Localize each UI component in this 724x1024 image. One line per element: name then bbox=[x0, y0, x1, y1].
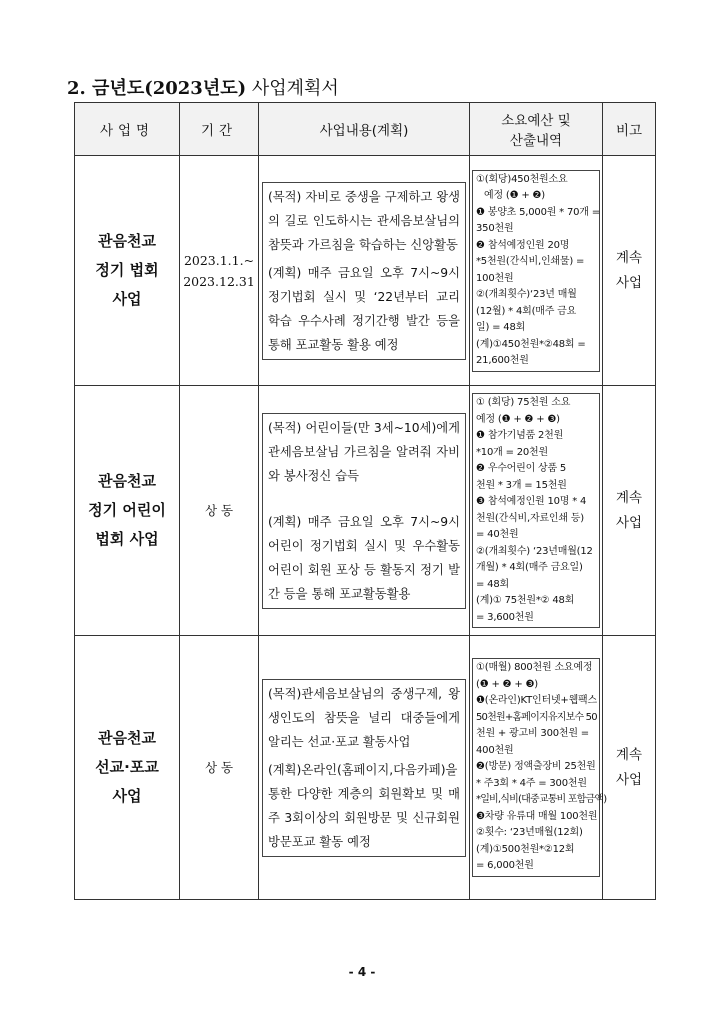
content-cell bbox=[259, 636, 470, 900]
budget-line: 개월) * 4회(매주 금요일) bbox=[476, 562, 583, 573]
header-budget bbox=[470, 103, 603, 156]
title-number: 2. 금년도(2023년도) bbox=[67, 78, 247, 99]
budget-line: (❶ + ❷ + ❸) bbox=[476, 678, 538, 690]
table-row bbox=[75, 386, 656, 636]
budget-line: ①(매월) 800천원 소요예정 bbox=[476, 662, 593, 674]
content-box bbox=[262, 679, 466, 857]
budget-box bbox=[472, 658, 607, 877]
header-remark: 비고 bbox=[603, 103, 656, 156]
business-name-line: 정기 법회 bbox=[95, 261, 159, 279]
budget-line: ❸ 참석예정인원 10명 * 4 bbox=[476, 496, 587, 507]
content-purpose: (목적) 자비로 중생을 구제하고 왕생의 길로 인도하시는 관세음보살님의 참뜻과 가르침을 학습하는 신앙활동 bbox=[268, 189, 460, 252]
business-name-cell bbox=[75, 386, 180, 636]
budget-line: ① (회당) 75천원 소요 bbox=[476, 397, 571, 408]
title-text: 사업계획서 bbox=[246, 78, 339, 99]
budget-line: 예정 (❶ + ❷) bbox=[484, 190, 545, 201]
budget-cell bbox=[470, 636, 607, 900]
content-plan: (계획)온라인(홈페이지,다음카페)을 통한 다양한 계층의 회원확보 및 매주 3회이상의 회원방문 및 신규회원 방문포교 활동 예정 bbox=[268, 762, 460, 849]
budget-line: ②(개최횟수)‘23년 매월 bbox=[476, 289, 577, 300]
header-business-name: 사업명 bbox=[75, 103, 180, 156]
budget-line: *일비,식비(대중교통비 포함금액) bbox=[476, 794, 607, 806]
budget-line: (계)① 75천원*② 48회 bbox=[476, 595, 575, 606]
budget-line: = 40천원 bbox=[476, 529, 519, 540]
content-purpose: (목적) 어린이들(만 3세~10세)에게 관세음보살님 가르침을 알려줘 자비와 봉사정신 습득 bbox=[268, 420, 460, 483]
content-box bbox=[262, 413, 466, 609]
period-line: 2023.12.31 bbox=[183, 273, 255, 289]
budget-line: 예정 (❶ + ❷ + ❸) bbox=[476, 413, 560, 425]
budget-line: ②(개최횟수) ‘23년매월(12 bbox=[476, 545, 593, 557]
budget-line: = 3,600천원 bbox=[476, 611, 534, 623]
content-plan: (계획) 매주 금요일 오후 7시~9시 어린이 정기법회 실시 및 우수활동 어린이 회원 포상 등 활동지 정기 발간 등을 통해 포교활동활용 bbox=[268, 514, 460, 601]
period-cell bbox=[180, 386, 259, 636]
budget-line: *10개 = 20천원 bbox=[476, 446, 548, 458]
budget-line: 350천원 bbox=[476, 223, 514, 234]
business-name-cell bbox=[75, 156, 180, 386]
budget-cell bbox=[470, 386, 603, 636]
content-cell bbox=[259, 386, 470, 636]
remark-line: 사업 bbox=[615, 771, 643, 788]
header-period: 기간 bbox=[180, 103, 259, 156]
content-spacer bbox=[268, 488, 460, 510]
budget-line: ❷ 참석예정인원 20명 bbox=[476, 239, 570, 251]
budget-line: 천원 + 광고비 300천원 = bbox=[476, 728, 589, 740]
budget-line: 천원 * 3개 = 15천원 bbox=[476, 479, 567, 491]
budget-line: ❶ 봉양초 5,000원 * 70개 = bbox=[476, 206, 600, 218]
budget-line: *5천원(간식비,인쇄물) = bbox=[476, 256, 585, 267]
content-plan: (계획) 매주 금요일 오후 7시~9시 정기법회 실시 및 ‘22년부터 교리 학습 우수사례 정기간행 발간 등을 통해 포교활동 활용 예정 bbox=[268, 265, 460, 352]
business-name-line: 법회 사업 bbox=[95, 530, 159, 548]
period-cell bbox=[180, 156, 259, 386]
remark-cell bbox=[603, 636, 656, 900]
business-name-line: 관음천교 bbox=[98, 729, 156, 747]
header-budget-line2: 산출내역 bbox=[509, 133, 563, 149]
business-plan-table bbox=[74, 102, 656, 900]
business-name-line: 사업 bbox=[112, 290, 142, 308]
header-content: 사업내용(계획) bbox=[259, 103, 470, 156]
budget-box bbox=[472, 393, 600, 628]
budget-line: ❶ 참가기념품 2천원 bbox=[476, 430, 564, 441]
business-name-line: 관음천교 bbox=[98, 232, 156, 250]
budget-line: 400천원 bbox=[476, 744, 514, 756]
budget-line: = 6,000천원 bbox=[476, 860, 534, 872]
budget-line: 50천원+홈페이지유지보수 50 bbox=[476, 711, 597, 723]
remark-line: 사업 bbox=[615, 274, 643, 291]
budget-line: (계)①500천원*②12회 bbox=[476, 843, 575, 855]
budget-line: ❶(온라인)KT인터넷+웹팩스 bbox=[476, 695, 597, 707]
budget-line: ①(회당)450천원소요 bbox=[476, 173, 568, 185]
content-box bbox=[262, 182, 466, 360]
remark-line: 계속 bbox=[615, 746, 643, 763]
page-number: - 4 - bbox=[348, 965, 376, 979]
business-name-cell bbox=[75, 636, 180, 900]
content-purpose: (목적)관세음보살님의 중생구제, 왕생인도의 참뜻을 널리 대중들에게 알리는 선교·포교 활동사업 bbox=[268, 686, 460, 749]
budget-line: 천원(간식비,자료인쇄 등) bbox=[476, 512, 584, 524]
remark-line: 계속 bbox=[615, 489, 643, 506]
budget-cell bbox=[470, 156, 603, 386]
budget-line: 일) = 48회 bbox=[476, 322, 526, 333]
budget-line: (계)①450천원*②48회 = bbox=[476, 338, 586, 350]
budget-line: 100천원 bbox=[476, 272, 514, 284]
budget-line: ❷(방문) 정액출장비 25천원 bbox=[476, 761, 596, 773]
budget-line: * 주3회 * 4주 = 300천원 bbox=[476, 777, 587, 789]
header-budget-line1: 소요예산 및 bbox=[501, 113, 571, 129]
budget-line: ❷ 우수어린이 상품 5 bbox=[476, 463, 567, 474]
budget-box bbox=[472, 170, 600, 372]
table-row bbox=[75, 156, 656, 386]
remark-cell bbox=[603, 156, 656, 386]
remark-cell bbox=[603, 386, 656, 636]
budget-line: ❸차량 유류대 매월 100천원 bbox=[476, 810, 598, 822]
business-name-line: 관음천교 bbox=[98, 472, 156, 490]
period-line: 상 동 bbox=[204, 503, 234, 518]
business-name-line: 정기 어린이 bbox=[88, 501, 166, 519]
content-cell bbox=[259, 156, 470, 386]
budget-line: ②횟수: ‘23년매월(12회) bbox=[476, 827, 583, 839]
business-name-line: 선교·포교 bbox=[95, 758, 159, 776]
budget-line: (12월) * 4회(매주 금요 bbox=[476, 305, 577, 317]
remark-line: 계속 bbox=[615, 249, 643, 266]
period-cell bbox=[180, 636, 259, 900]
table-row bbox=[75, 636, 656, 900]
page-title bbox=[67, 74, 339, 100]
period-line: 2023.1.1.~ bbox=[183, 252, 255, 268]
budget-line: = 48회 bbox=[476, 578, 509, 590]
header-row bbox=[75, 103, 656, 156]
period-line: 상 동 bbox=[204, 760, 234, 775]
budget-line: 21,600천원 bbox=[476, 355, 529, 366]
business-name-line: 사업 bbox=[112, 787, 142, 805]
remark-line: 사업 bbox=[615, 514, 643, 531]
